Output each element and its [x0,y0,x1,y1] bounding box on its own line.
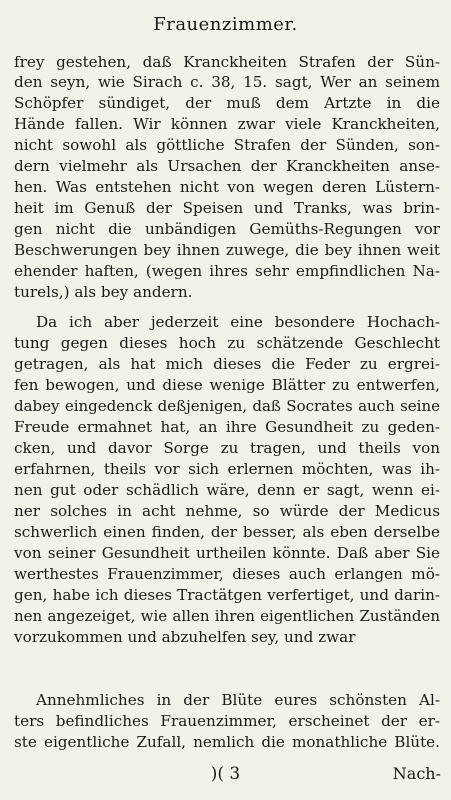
text-line: nen angezeiget, wie allen ihren eigentlichen Zuständen [14,607,440,625]
text-line: gen, habe ich dieses Tractätgen verfertiget, und darin- [14,586,440,604]
text-line: werthestes Frauenzimmer, dieses auch erlangen mö- [14,565,440,583]
text-line: von seiner Gesundheit urtheilen könnte. Daß aber Sie [14,544,440,562]
text-line: getragen, als hat mich dieses die Feder zu ergrei- [14,355,440,373]
signature-mark: )( 3 [210,764,241,784]
catchword: Nach- [392,764,441,783]
text-line: den seyn, wie Sirach c. 38, 15. sagt, Wer an seinem [14,73,440,91]
text-line: hen. Was entstehen nicht von wegen deren Lüstern- [14,178,440,196]
text-line: Freude ermahnet hat, an ihre Gesundheit zu geden- [14,418,440,436]
running-head: Frauenzimmer. [153,14,298,35]
text-line: erfahrnen, theils vor sich erlernen möchten, was ih- [14,460,440,478]
text-line: nicht sowohl als göttliche Strafen der Sünden, son- [14,136,440,154]
text-line: ste eigentliche Zufall, nemlich die monathliche Blüte. [14,733,440,751]
text-line: tung gegen dieses hoch zu schätzende Geschlecht [14,334,440,352]
text-line: dern vielmehr als Ursachen der Kranckheiten anse- [14,157,440,175]
text-line: Annehmliches in der Blüte eures schönsten Al- [36,691,440,709]
text-line: turels,) als bey andern. [14,283,193,301]
text-line: frey gestehen, daß Kranckheiten Strafen der Sün- [14,53,440,71]
text-line: ner solches in acht nehme, so würde der Medicus [14,502,440,520]
text-line: ters befindliches Frauenzimmer, erscheinet der er- [14,712,440,730]
text-line: Beschwerungen bey ihnen zuwege, die bey ihnen weit [14,241,440,259]
text-line: vorzukommen und abzuhelfen sey, und zwar [14,628,356,646]
text-line: ehender haften, (wegen ihres sehr empfindlichen Na- [14,262,440,280]
text-line: Da ich aber jederzeit eine besondere Hochach- [36,313,440,331]
text-line: gen nicht die unbändigen Gemüths-Regungen vor [14,220,440,238]
text-line: schwerlich einen finden, der besser, als eben derselbe [14,523,440,541]
text-line: nen gut oder schädlich wäre, denn er sagt, wenn ei- [14,481,440,499]
text-line: cken, und davor Sorge zu tragen, und theils von [14,439,440,457]
text-line: Hände fallen. Wir können zwar viele Kranckheiten, [14,115,440,133]
text-line: fen bewogen, und diese wenige Blätter zu entwerfen, [14,376,440,394]
text-line: heit im Genuß der Speisen und Tranks, was brin- [14,199,440,217]
text-line: dabey eingedenck deßjenigen, daß Socrates auch seine [14,397,440,415]
text-line: Schöpfer sündiget, der muß dem Artzte in die [14,94,440,112]
